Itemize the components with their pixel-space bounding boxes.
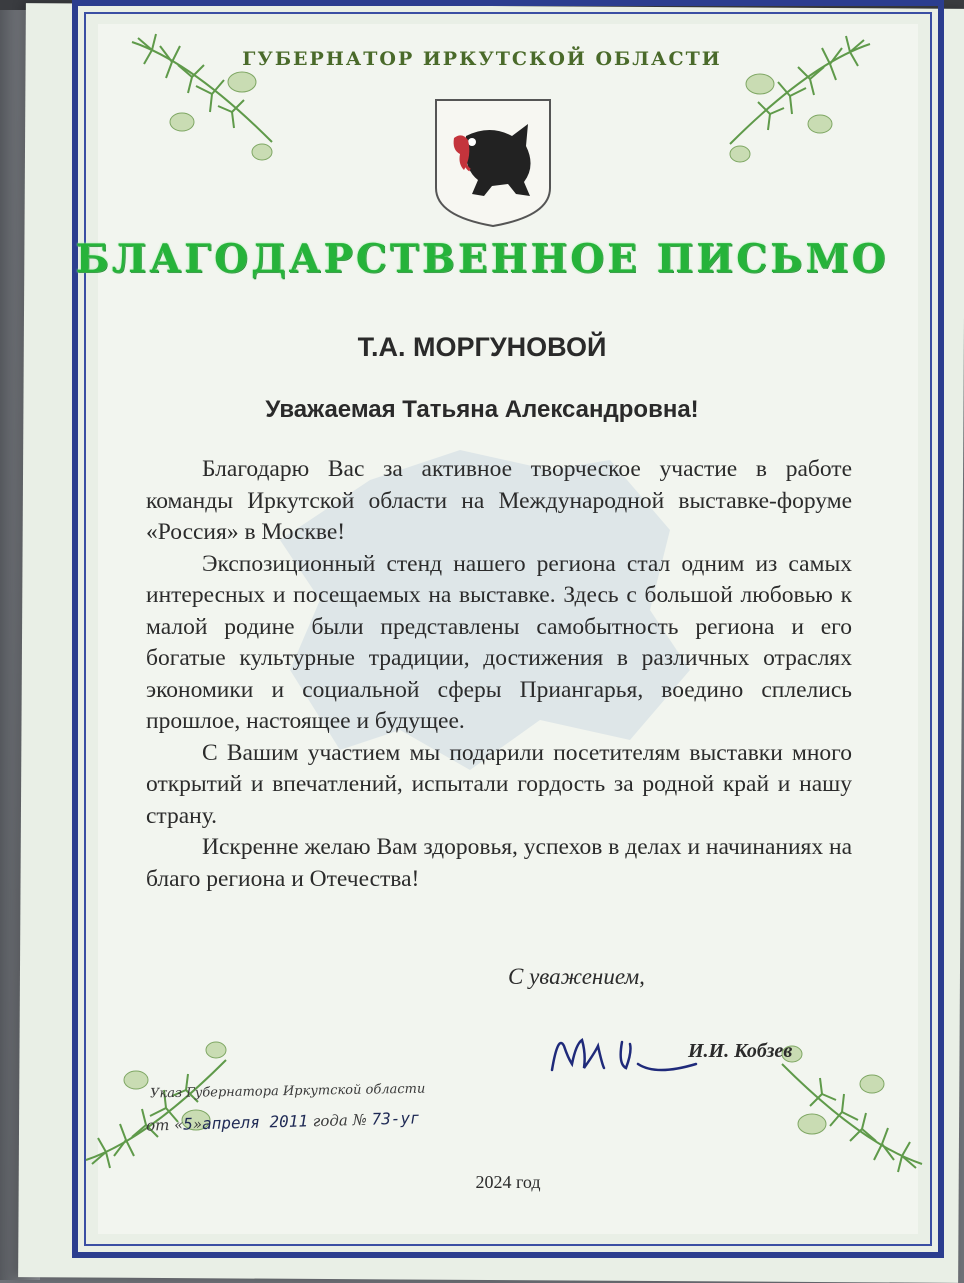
decree-year-label: года №: [307, 1110, 368, 1131]
handwritten-signature: [546, 1024, 706, 1084]
decree-caption: Указ Губернатора Иркутской области: [149, 1081, 426, 1102]
irkutsk-coat-of-arms-icon: [432, 96, 554, 230]
paragraph: Благодарю Вас за активное творческое участие в работе команды Иркутской области на Международной выставке-форуме «Россия» в Москве!: [146, 456, 852, 545]
paragraph: Искренне желаю Вам здоровья, успехов в делах и начинаниях на благо региона и Отечества!: [146, 834, 852, 892]
pine-branch-icon: [76, 1030, 246, 1180]
decree-quote: »: [192, 1115, 203, 1134]
paragraph: Экспозиционный стенд нашего региона стал одним из самых интересных и посещаемых на выставке. Здесь с большой любовью к малой родине были представлены самобытность региона и его богатые культурные традиции, достижения в различных отраслях экономики и социальной сферы Приангарья, воедино сплелись прошлое, настоящее и будущее.: [146, 550, 852, 734]
recipient-name: Т.А. МОРГУНОВОЙ: [357, 332, 607, 362]
salutation: Уважаемая Татьяна Александровна!: [265, 396, 699, 423]
letter-body: [146, 454, 852, 895]
decree-date: апреля 2011: [201, 1111, 309, 1134]
pine-branch-icon: [710, 24, 880, 174]
issue-year: 2024 год: [475, 1172, 541, 1192]
document-title: БЛАГОДАРСТВЕННОЕ ПИСЬМО: [75, 236, 889, 282]
pine-branch-icon: [122, 22, 292, 172]
decree-number: 73-уг: [371, 1108, 420, 1129]
issuer-header: ГУБЕРНАТОР ИРКУТСКОЙ ОБЛАСТИ: [242, 48, 722, 70]
signer-name: И.И. Кобзев: [688, 1040, 793, 1062]
decree-day: 5: [182, 1114, 194, 1134]
closing-phrase: С уважением,: [508, 964, 645, 989]
paragraph: С Вашим участием мы подарили посетителям выставки много открытий и впечатлений, испытали гордость за родной край и нашу страну.: [146, 739, 852, 829]
decree-from-label: от «: [145, 1115, 184, 1135]
